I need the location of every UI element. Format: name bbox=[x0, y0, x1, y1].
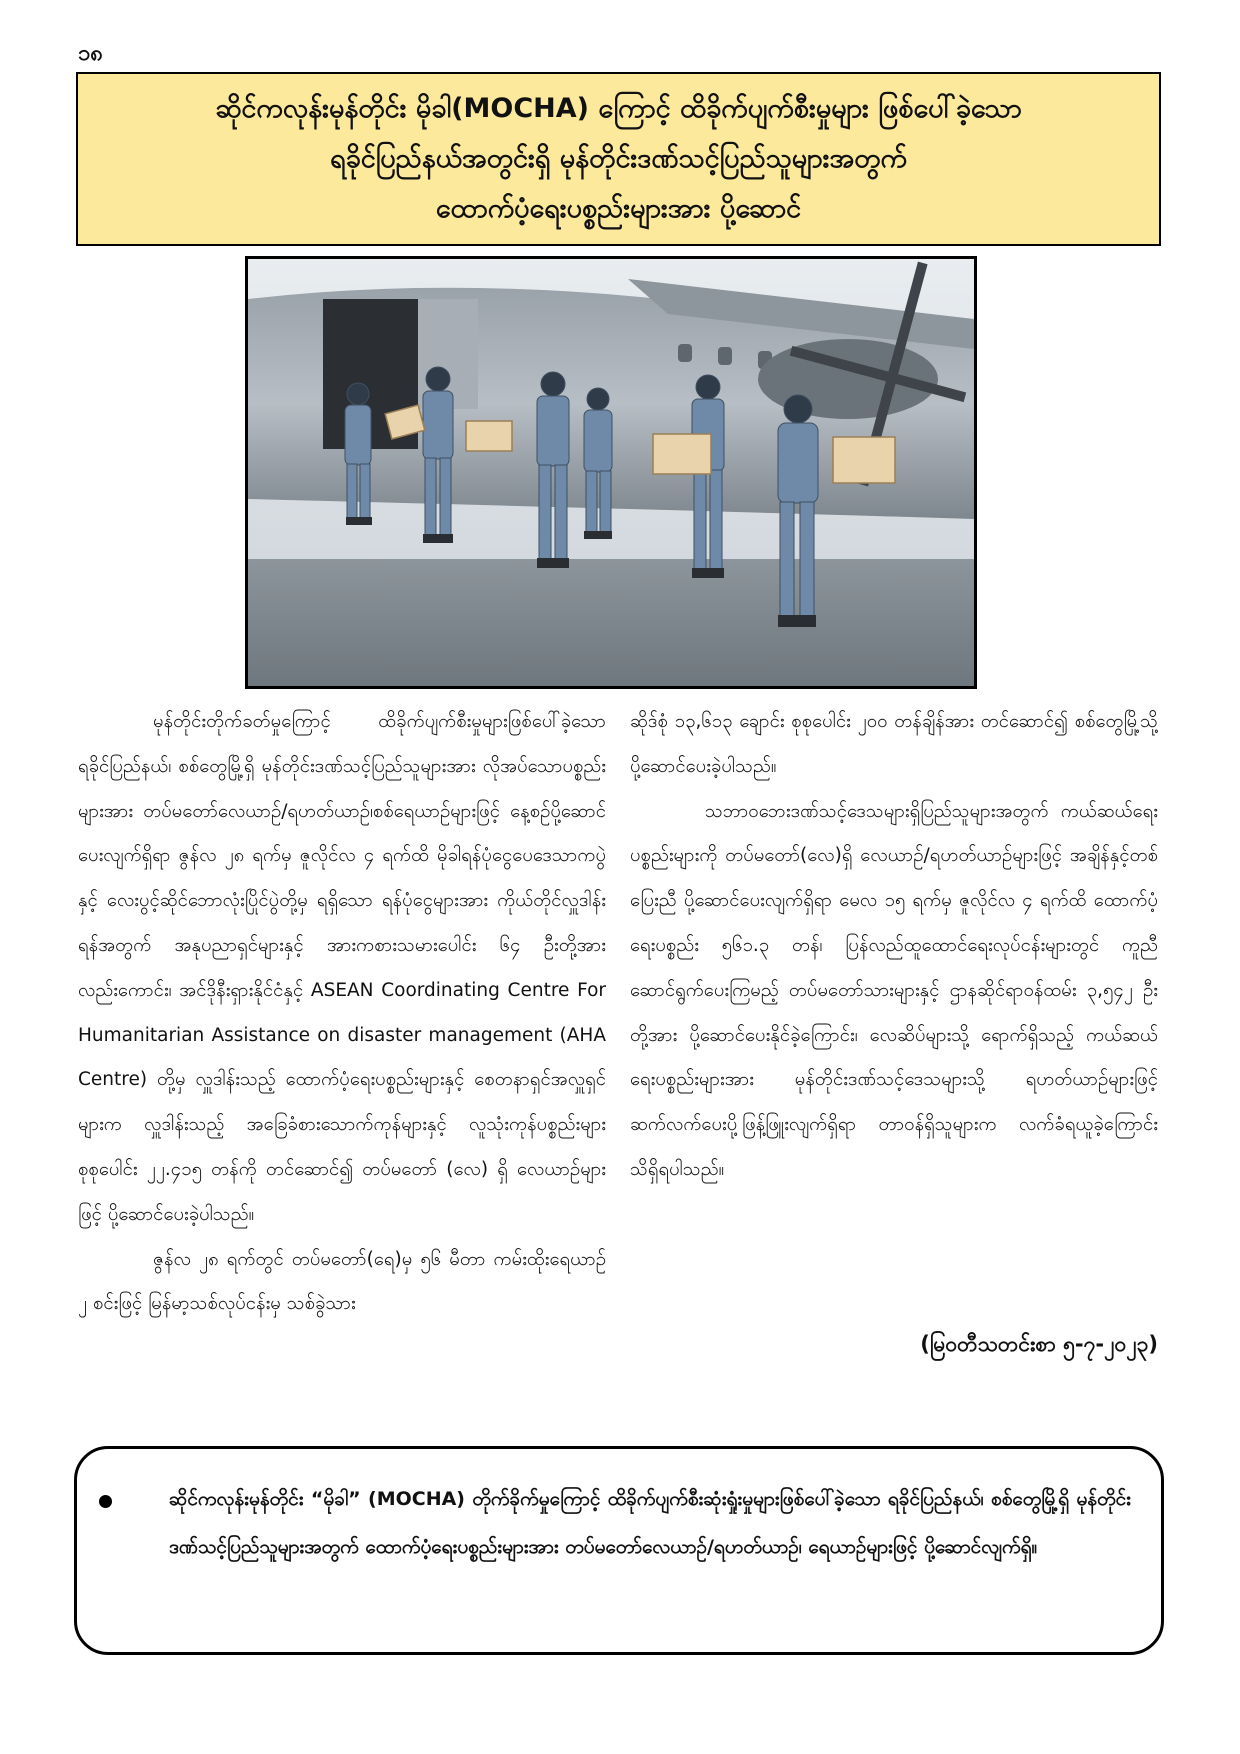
news-photo bbox=[245, 256, 977, 689]
page-number: ၁၈ bbox=[78, 41, 103, 66]
bullet-dot-icon bbox=[99, 1495, 112, 1508]
article-paragraph: ဇွန်လ ၂၈ ရက်တွင် တပ်မတော်(ရေ)မှ ၅၆ မီတာ ကမ်းထိုးရေယာဉ် ၂ စင်းဖြင့် မြန်မာ့သစ်လုပ်ငန်းမှ သစ်ခွဲသား bbox=[78, 1248, 606, 1315]
summary-text: ဆိုင်ကလုန်းမုန်တိုင်း “မိုခါ” (MOCHA) တိုက်ခိုက်မှုကြောင့် ထိခိုက်ပျက်စီးဆုံးရှုံးမှုများဖြစ်ပေါ်ခဲ့သော ရခိုင်ပြည်နယ်၊ စစ်တွေမြို့ရှိ မုန်တိုင်းဒဏ်သင့်ပြည်သူများအတွက် ထောက်ပံ့ရေးပစ္စည်းများအား တပ်မတော်လေယာဉ်/ရဟတ်ယာဉ်၊ ရေယာဉ်များဖြင့် ပို့ဆောင်လျက်ရှိ။ bbox=[169, 1488, 1131, 1558]
headline-line-2: ရခိုင်ပြည်နယ်အတွင်းရှိ မုန်တိုင်းဒဏ်သင့်ပြည်သူများအတွက် bbox=[330, 143, 907, 174]
headline-box bbox=[76, 72, 1161, 246]
article-source: (မြဝတီသတင်းစာ ၅-၇-၂၀၂၃) bbox=[920, 1332, 1158, 1356]
article-paragraph: သဘာဝဘေးဒဏ်သင့်ဒေသများရှိပြည်သူများအတွက် ကယ်ဆယ်ရေးပစ္စည်းများကို တပ်မတော်(လေ)ရှိ လေယာဉ်/ရဟတ်ယာဉ်များဖြင့် အချိန်နှင့်တစ်ပြေးညီ ပို့ဆောင်ပေးလျက်ရှိရာ မေလ ၁၅ ရက်မှ ဇူလိုင်လ ၄ ရက်ထိ ထောက်ပံ့ရေးပစ္စည်း ၅၆၁.၃ တန်၊ ပြန်လည်ထူထောင်ရေးလုပ်ငန်းများတွင် ကူညီဆောင်ရွက်ပေးကြမည့် တပ်မတော်သားများနှင့် ဌာနဆိုင်ရာဝန်ထမ်း ၃,၅၄၂ ဦးတို့အား ပို့ဆောင်ပေးနိုင်ခဲ့ကြောင်း၊ လေဆိပ်များသို့ ရောက်ရှိသည့် ကယ်ဆယ်ရေးပစ္စည်းများအား မုန်တိုင်းဒဏ်သင့်ဒေသများသို့ ရဟတ်ယာဉ်များဖြင့် ဆက်လက်ပေးပို့ဖြန့်ဖြူးလျက်ရှိရာ တာဝန်ရှိသူများက လက်ခံရယူခဲ့ကြောင်း သိရှိရပါသည်။ bbox=[630, 800, 1158, 1180]
article-right-column bbox=[630, 700, 1158, 1193]
photo-unloading-aircraft-icon bbox=[248, 259, 974, 686]
headline-line-1: ဆိုင်ကလုန်းမုန်တိုင်း မိုခါ(MOCHA) ကြောင့် ထိခိုက်ပျက်စီးမှုများ ဖြစ်ပေါ်ခဲ့သော bbox=[215, 93, 1022, 124]
headline-line-3: ထောက်ပံ့ရေးပစ္စည်းများအား ပို့ဆောင် bbox=[435, 193, 802, 224]
article-left-column bbox=[78, 700, 606, 1327]
article-paragraph: ဆိုဒ်စုံ ၁၃,၆၁၃ ချောင်း စုစုပေါင်း ၂၀၀ တန်ချိန်အား တင်ဆောင်၍ စစ်တွေမြို့သို့ ပို့ဆောင်ပေးခဲ့ပါသည်။ bbox=[630, 711, 1158, 777]
article-paragraph: မုန်တိုင်းတိုက်ခတ်မှုကြောင့် ထိခိုက်ပျက်စီးမှုများဖြစ်ပေါ်ခဲ့သော ရခိုင်ပြည်နယ်၊ စစ်တွေမြို့ရှိ မုန်တိုင်းဒဏ်သင့်ပြည်သူများအား လိုအပ်သောပစ္စည်းများအား တပ်မတော်လေယာဉ်/ရဟတ်ယာဉ်၊စစ်ရေယာဉ်များဖြင့် နေ့စဉ်ပို့ဆောင်ပေးလျက်ရှိရာ ဇွန်လ ၂၈ ရက်မှ ဇူလိုင်လ ၄ ရက်ထိ မိုခါရန်ပုံငွေပေဒေသာကပွဲနှင့် လေးပွင့်ဆိုင်ဘောလုံးပြိုင်ပွဲတို့မှ ရရှိသော ရန်ပုံငွေများအား ကိုယ်တိုင်လှူဒါန်းရန်အတွက် အနုပညာရှင်များနှင့် အားကစားသမားပေါင်း ၆၄ ဦးတို့အားလည်းကောင်း၊ အင်ဒိုနီးရှားနိုင်ငံနှင့် ASEAN Coordinating Centre For Humanitarian Assistance on disaster management (AHA Centre) တို့မှ လှူဒါန်းသည့် ထောက်ပံ့ရေးပစ္စည်းများနှင့် စေတနာရှင်အလှူရှင်များက လှူဒါန်းသည့် အခြေခံစားသောက်ကုန်များနှင့် လူသုံးကုန်ပစ္စည်းများ စုစုပေါင်း ၂၂.၄၁၅ တန်ကို တင်ဆောင်၍ တပ်မတော် (လေ) ရှိ လေယာဉ်များဖြင့် ပို့ဆောင်ပေးခဲ့ပါသည်။ bbox=[78, 711, 606, 1225]
summary-box bbox=[74, 1446, 1164, 1655]
